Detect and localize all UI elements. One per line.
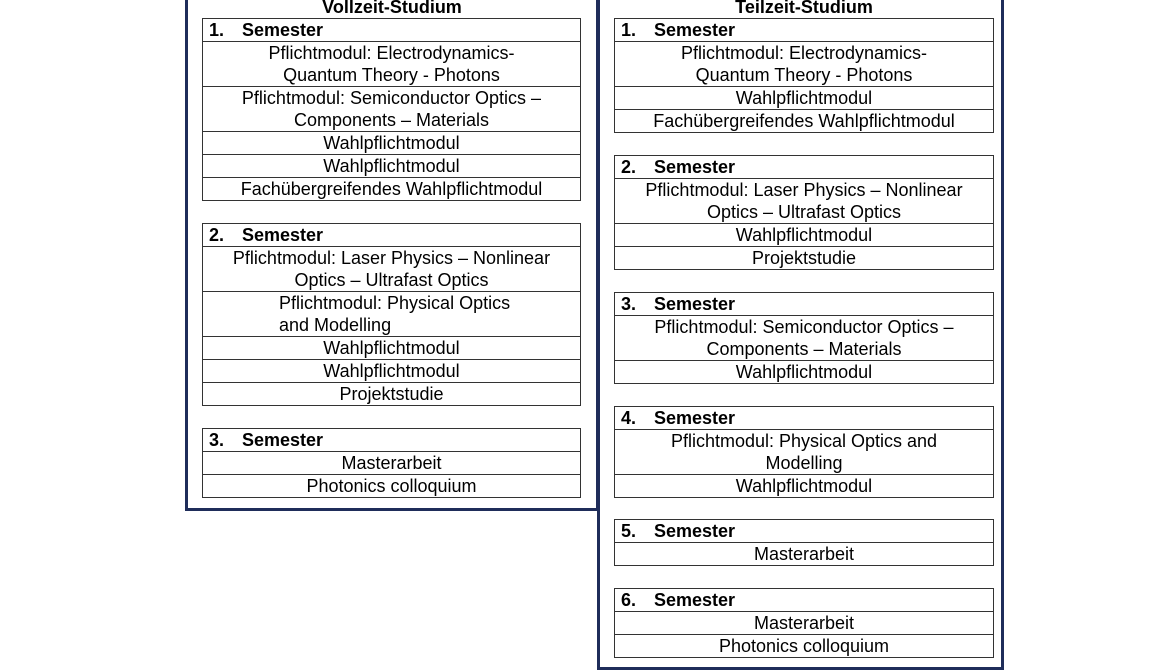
module-cell: Pflichtmodul: Electrodynamics- Quantum Theory - Photons: [203, 41, 580, 86]
full-time-semester-block: [202, 223, 581, 406]
part-time-title: Teilzeit-Studium: [735, 0, 873, 17]
full-time-semester-block: [202, 428, 581, 498]
semester-number: 2.: [209, 225, 225, 245]
part-time-semester-block: [614, 155, 994, 270]
semester-number: 4.: [621, 408, 637, 428]
module-cell: Projektstudie: [615, 246, 993, 269]
module-cell: Fachübergreifendes Wahlpflichtmodul: [203, 177, 580, 200]
module-cell: Wahlpflichtmodul: [203, 336, 580, 359]
semester-header: [203, 429, 580, 451]
module-cell: Fachübergreifendes Wahlpflichtmodul: [615, 109, 993, 132]
semester-label: Semester: [654, 20, 736, 40]
semester-number: 3.: [209, 430, 225, 450]
semester-number: 5.: [621, 521, 637, 541]
module-cell: Masterarbeit: [615, 611, 993, 634]
semester-label: Semester: [242, 430, 324, 450]
full-time-semester-block: [202, 18, 581, 201]
semester-label: Semester: [654, 294, 736, 314]
module-cell: Projektstudie: [203, 382, 580, 405]
semester-header: [615, 19, 993, 41]
module-cell: Masterarbeit: [615, 542, 993, 565]
module-cell: Pflichtmodul: Semiconductor Optics – Components – Materials: [203, 86, 580, 131]
module-cell: Pflichtmodul: Semiconductor Optics – Components – Materials: [615, 315, 993, 360]
part-time-semester-block: [614, 588, 994, 658]
semester-header: [615, 156, 993, 178]
module-cell: Pflichtmodul: Laser Physics – Nonlinear Optics – Ultrafast Optics: [203, 246, 580, 291]
module-cell: Pflichtmodul: Laser Physics – Nonlinear Optics – Ultrafast Optics: [615, 178, 993, 223]
semester-label: Semester: [654, 157, 736, 177]
semester-number: 6.: [621, 590, 637, 610]
semester-header: [203, 224, 580, 246]
semester-header: [203, 19, 580, 41]
semester-number: 1.: [209, 20, 225, 40]
module-cell: Pflichtmodul: Physical Optics and Modelling: [203, 291, 580, 336]
module-cell: Wahlpflichtmodul: [615, 360, 993, 383]
semester-label: Semester: [242, 225, 324, 245]
semester-header: [615, 293, 993, 315]
semester-label: Semester: [654, 408, 736, 428]
semester-number: 3.: [621, 294, 637, 314]
part-time-semester-block: [614, 292, 994, 384]
semester-header: [615, 407, 993, 429]
module-cell: Wahlpflichtmodul: [615, 474, 993, 497]
module-cell: Wahlpflichtmodul: [615, 86, 993, 109]
part-time-semester-block: [614, 519, 994, 566]
semester-number: 2.: [621, 157, 637, 177]
part-time-semester-block: [614, 406, 994, 498]
module-cell: Photonics colloquium: [615, 634, 993, 657]
module-cell: Masterarbeit: [203, 451, 580, 474]
semester-header: [615, 589, 993, 611]
module-cell: Photonics colloquium: [203, 474, 580, 497]
module-cell: Pflichtmodul: Physical Optics and Modelling: [615, 429, 993, 474]
semester-number: 1.: [621, 20, 637, 40]
full-time-title: Vollzeit-Studium: [322, 0, 462, 17]
semester-header: [615, 520, 993, 542]
module-cell: Pflichtmodul: Electrodynamics- Quantum Theory - Photons: [615, 41, 993, 86]
semester-label: Semester: [654, 590, 736, 610]
module-cell: Wahlpflichtmodul: [203, 154, 580, 177]
module-cell: Wahlpflichtmodul: [203, 359, 580, 382]
part-time-semester-block: [614, 18, 994, 133]
semester-label: Semester: [654, 521, 736, 541]
module-cell: Wahlpflichtmodul: [203, 131, 580, 154]
semester-label: Semester: [242, 20, 324, 40]
module-cell: Wahlpflichtmodul: [615, 223, 993, 246]
